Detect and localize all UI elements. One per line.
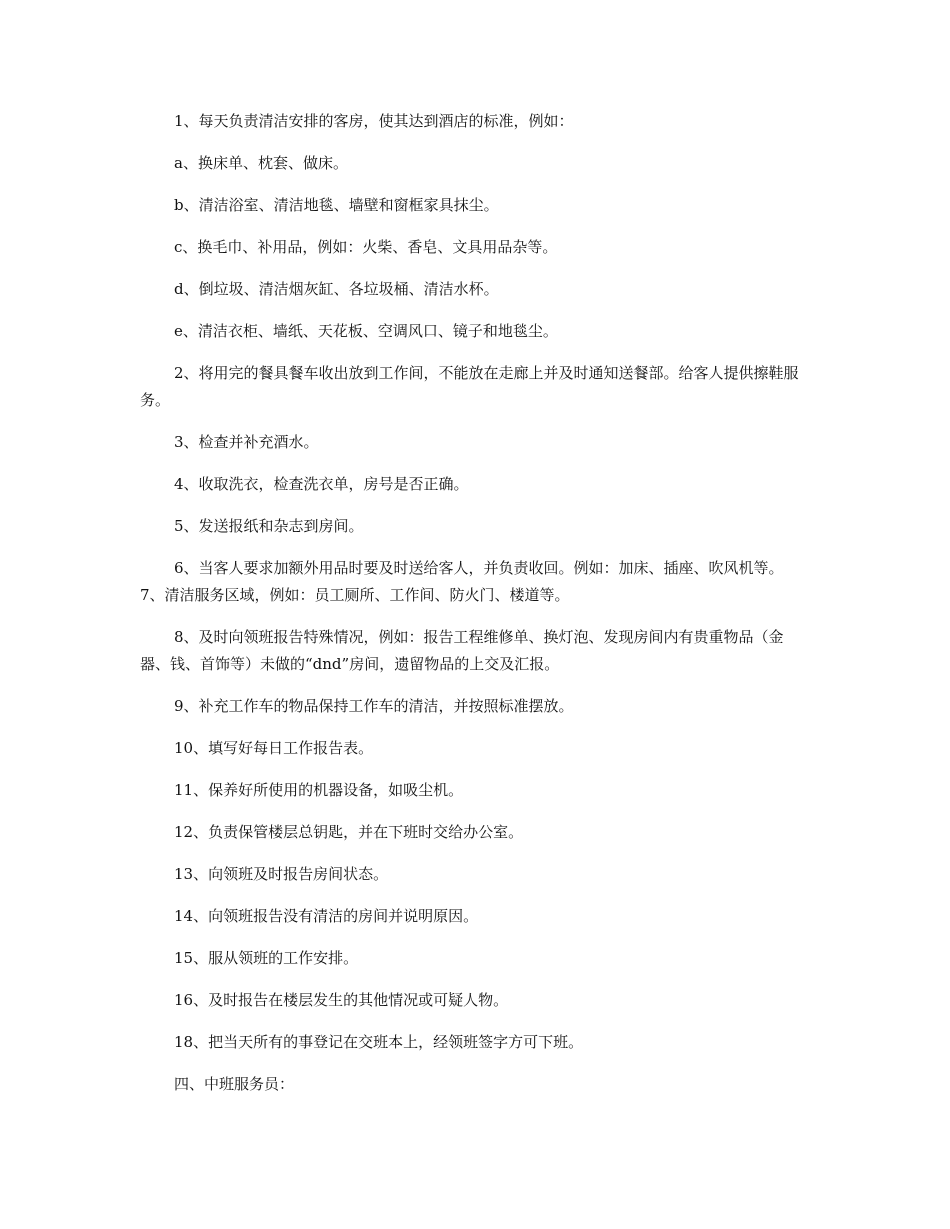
paragraph: 9、补充工作车的物品保持工作车的清洁，并按照标准摆放。 [174,697,574,715]
paragraph: 12、负责保管楼层总钥匙，并在下班时交给办公室。 [174,823,524,841]
paragraph: e、清洁衣柜、墙纸、天花板、空调风口、镜子和地毯尘。 [174,322,558,340]
paragraph: 6、当客人要求加额外用品时要及时送给客人，并负责收回。例如：加床、插座、吹风机等。 7、清洁服务区域，例如：员工厕所、工作间、防火门、楼道等。 [140,559,784,604]
section-heading: 四、中班服务员： [174,1075,295,1093]
paragraph: 8、及时向领班报告特殊情况，例如：报告工程维修单、换灯泡、发现房间内有贵重物品（金器、钱、首饰等）未做的“dnd”房间，遗留物品的上交及汇报。 [140,628,784,673]
paragraph: 13、向领班及时报告房间状态。 [174,865,389,883]
document-body [140,108,800,1113]
paragraph: 16、及时报告在楼层发生的其他情况或可疑人物。 [174,991,509,1009]
paragraph: 11、保养好所使用的机器设备，如吸尘机。 [174,781,464,799]
paragraph: c、换毛巾、补用品，例如：火柴、香皂、文具用品杂等。 [174,238,558,256]
paragraph: 2、将用完的餐具餐车收出放到工作间，不能放在走廊上并及时通知送餐部。给客人提供擦鞋服务。 [140,364,799,409]
paragraph: 3、检查并补充酒水。 [174,433,319,451]
paragraph: b、清洁浴室、清洁地毯、墙壁和窗框家具抹尘。 [174,196,499,214]
paragraph: d、倒垃圾、清洁烟灰缸、各垃圾桶、清洁水杯。 [174,280,499,298]
paragraph: 15、服从领班的工作安排。 [174,949,359,967]
paragraph: a、换床单、枕套、做床。 [174,154,348,172]
paragraph: 10、填写好每日工作报告表。 [174,739,374,757]
paragraph: 18、把当天所有的事登记在交班本上，经领班签字方可下班。 [174,1033,584,1051]
paragraph: 1、每天负责清洁安排的客房，使其达到酒店的标准，例如： [174,112,574,130]
paragraph: 14、向领班报告没有清洁的房间并说明原因。 [174,907,479,925]
paragraph: 4、收取洗衣，检查洗衣单，房号是否正确。 [174,475,469,493]
paragraph: 5、发送报纸和杂志到房间。 [174,517,364,535]
